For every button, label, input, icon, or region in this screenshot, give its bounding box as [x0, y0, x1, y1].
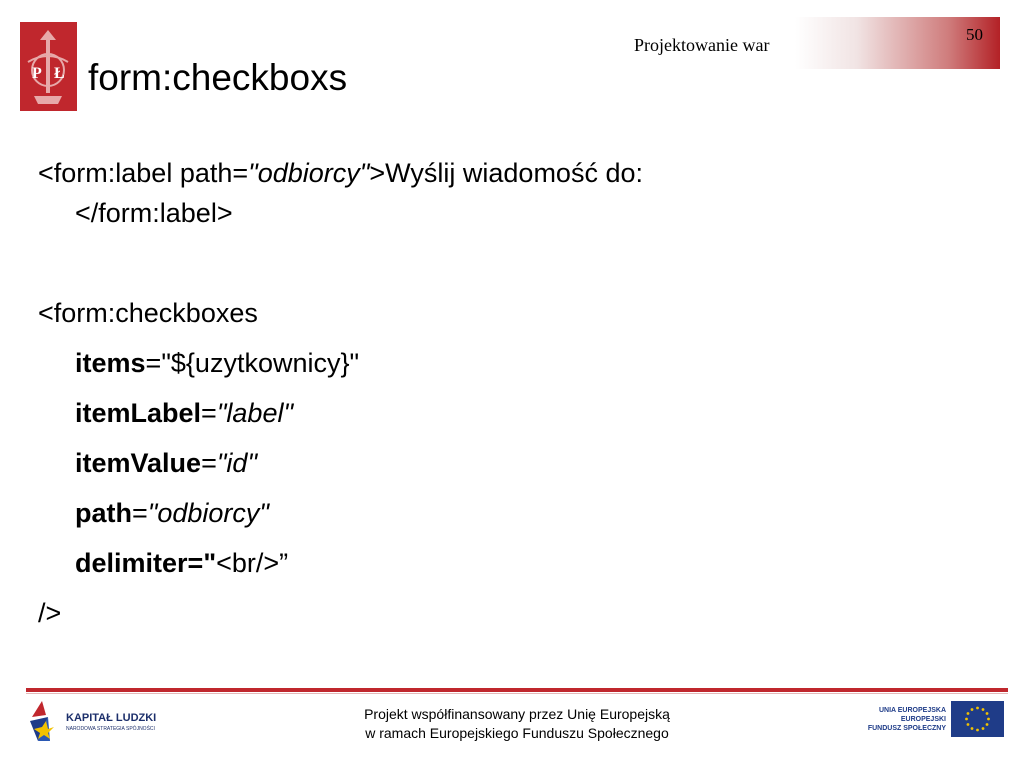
page-number: 50	[966, 25, 983, 44]
eu-star-icon	[967, 723, 970, 726]
code-line-items	[38, 343, 998, 383]
university-logo	[20, 22, 77, 111]
slide-title: form:checkboxs	[88, 57, 348, 98]
eu-flag-icon	[951, 701, 1004, 737]
attribute-name: items	[75, 348, 146, 378]
eu-label-line-2: EUROPEJSKI	[900, 716, 946, 723]
eu-star-icon	[987, 718, 990, 721]
kapital-ludzki-title: KAPITAŁ LUDZKI	[66, 712, 157, 724]
code-token-italic: "odbiorcy"	[248, 158, 370, 188]
attribute-name: itemLabel	[75, 398, 202, 428]
blank-line	[38, 243, 998, 293]
code-token: =	[132, 498, 148, 528]
attribute-value: "label"	[216, 398, 294, 428]
code-token: </form:label>	[75, 198, 233, 228]
attribute-value: <br/>”	[216, 548, 289, 578]
attribute-value: "odbiorcy"	[147, 498, 270, 528]
svg-text:Ł: Ł	[54, 65, 65, 82]
eu-star-icon	[965, 718, 968, 721]
university-emblem-icon	[20, 22, 77, 111]
footer-funding-text	[300, 705, 734, 743]
footer-line-2: w ramach Europejskiego Funduszu Społecznego	[365, 725, 669, 741]
kapital-ludzki-emblem-icon	[28, 697, 178, 745]
code-token: />	[38, 598, 62, 628]
eu-label-line-3: FUNDUSZ SPOŁECZNY	[867, 725, 946, 732]
code-token: ="	[187, 548, 217, 578]
code-line-itemlabel	[38, 393, 998, 433]
code-line-path	[38, 493, 998, 533]
attribute-value: ="${uzytkownicy}"	[145, 348, 360, 378]
kapital-ludzki-logo	[28, 697, 178, 745]
eu-label-line-1: UNIA EUROPEJSKA	[878, 707, 946, 714]
footer-divider	[26, 688, 1008, 692]
code-line-close	[38, 593, 998, 633]
eu-star-icon	[986, 723, 989, 726]
footer-line-1: Projekt współfinansowany przez Unię Europejską	[364, 706, 670, 722]
eu-star-icon	[976, 729, 979, 732]
attribute-name: path	[75, 498, 132, 528]
code-line-checkboxes-open	[38, 293, 998, 333]
kapital-ludzki-subtitle: NARODOWA STRATEGIA SPÓJNOŚCI	[66, 726, 155, 732]
eu-star-icon	[976, 707, 979, 710]
eu-star-icon	[967, 712, 970, 715]
code-token: <form:checkboxes	[38, 298, 258, 328]
course-title: Projektowanie war	[634, 35, 770, 55]
footer-divider-thin	[26, 693, 1008, 694]
attribute-name: delimiter	[75, 548, 188, 578]
code-block	[38, 153, 998, 633]
eu-star-icon	[971, 708, 974, 711]
code-line-delimiter	[38, 543, 998, 583]
attribute-value: "id"	[216, 448, 258, 478]
code-line-label-open	[38, 153, 998, 193]
eu-star-icon	[986, 712, 989, 715]
code-token: >	[369, 158, 386, 188]
eu-star-icon	[982, 727, 985, 730]
code-token: =	[201, 398, 217, 428]
eu-star-icon	[982, 708, 985, 711]
svg-text:P: P	[32, 65, 42, 82]
eu-star-icon	[971, 727, 974, 730]
code-line-label-close	[38, 193, 998, 233]
code-line-itemvalue	[38, 443, 998, 483]
code-token: Wyślij wiadomość do:	[385, 158, 643, 188]
eu-fund-label	[850, 706, 946, 733]
code-token: <form:label path=	[38, 158, 249, 188]
code-token: =	[201, 448, 217, 478]
attribute-name: itemValue	[75, 448, 202, 478]
